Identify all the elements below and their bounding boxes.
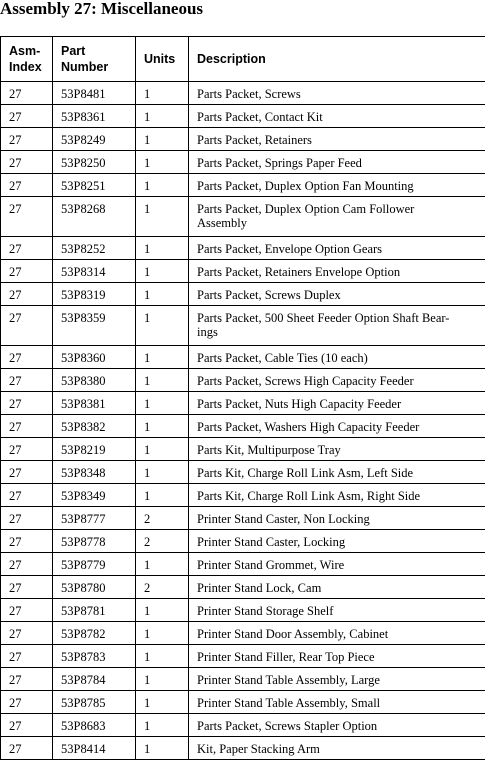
description-cell bbox=[189, 438, 485, 461]
description-text: Printer Stand Table Assembly, Large bbox=[197, 673, 380, 687]
asm-index-cell: 27 bbox=[1, 369, 53, 392]
part-number-cell: 53P8481 bbox=[53, 82, 136, 105]
description-cell bbox=[189, 197, 485, 237]
asm-index-cell: 27 bbox=[1, 484, 53, 507]
asm-index-cell: 27 bbox=[1, 346, 53, 369]
part-number-cell: 53P8781 bbox=[53, 599, 136, 622]
description-text: Printer Stand Lock, Cam bbox=[197, 581, 322, 595]
table-row bbox=[1, 576, 485, 599]
table-row bbox=[1, 622, 485, 645]
part-number-cell: 53P8783 bbox=[53, 645, 136, 668]
asm-index-cell: 27 bbox=[1, 105, 53, 128]
asm-index-cell: 27 bbox=[1, 691, 53, 714]
asm-index-cell: 27 bbox=[1, 714, 53, 737]
units-cell: 1 bbox=[136, 174, 189, 197]
units-cell: 2 bbox=[136, 507, 189, 530]
units-cell: 1 bbox=[136, 128, 189, 151]
asm-index-cell: 27 bbox=[1, 128, 53, 151]
description-text: Printer Stand Table Assembly, Small bbox=[197, 696, 381, 710]
column-header-description: Description bbox=[189, 37, 485, 82]
part-number-cell: 53P8250 bbox=[53, 151, 136, 174]
table-row bbox=[1, 484, 485, 507]
asm-index-cell: 27 bbox=[1, 461, 53, 484]
asm-index-cell: 27 bbox=[1, 737, 53, 760]
table-row bbox=[1, 237, 485, 260]
description-cell bbox=[189, 691, 485, 714]
table-row bbox=[1, 174, 485, 197]
asm-index-cell: 27 bbox=[1, 507, 53, 530]
part-number-cell: 53P8778 bbox=[53, 530, 136, 553]
description-cell bbox=[189, 128, 485, 151]
table-row bbox=[1, 645, 485, 668]
description-cell bbox=[189, 174, 485, 197]
units-cell: 1 bbox=[136, 260, 189, 283]
description-cell bbox=[189, 105, 485, 128]
asm-index-cell: 27 bbox=[1, 530, 53, 553]
part-number-cell: 53P8361 bbox=[53, 105, 136, 128]
column-header-part-number: Part Number bbox=[53, 37, 136, 82]
units-cell: 1 bbox=[136, 622, 189, 645]
units-cell: 1 bbox=[136, 151, 189, 174]
description-cell bbox=[189, 82, 485, 105]
description-text: Parts Packet, Retainers Envelope Option bbox=[197, 265, 401, 279]
asm-index-cell: 27 bbox=[1, 553, 53, 576]
description-text: Parts Packet, 500 Sheet Feeder Option Shaft Bear- bbox=[197, 311, 450, 325]
description-text-continued: Assembly bbox=[197, 216, 247, 230]
description-cell bbox=[189, 530, 485, 553]
column-header-units: Units bbox=[136, 37, 189, 82]
description-text-continued: ings bbox=[197, 325, 218, 339]
description-cell bbox=[189, 461, 485, 484]
description-text: Printer Stand Caster, Non Locking bbox=[197, 512, 370, 526]
description-text: Parts Kit, Multipurpose Tray bbox=[197, 443, 341, 457]
description-cell bbox=[189, 507, 485, 530]
description-cell bbox=[189, 151, 485, 174]
table-row bbox=[1, 369, 485, 392]
asm-index-cell: 27 bbox=[1, 645, 53, 668]
page-title: Assembly 27: Miscellaneous bbox=[0, 0, 204, 18]
units-cell: 1 bbox=[136, 283, 189, 306]
table-row bbox=[1, 128, 485, 151]
part-number-cell: 53P8348 bbox=[53, 461, 136, 484]
table-row bbox=[1, 530, 485, 553]
description-text: Parts Packet, Retainers bbox=[197, 133, 312, 147]
table-header bbox=[1, 37, 485, 82]
table-row bbox=[1, 737, 485, 760]
units-cell: 1 bbox=[136, 105, 189, 128]
description-text: Parts Packet, Cable Ties (10 each) bbox=[197, 351, 368, 365]
asm-index-cell: 27 bbox=[1, 392, 53, 415]
asm-index-cell: 27 bbox=[1, 260, 53, 283]
asm-index-cell: 27 bbox=[1, 599, 53, 622]
table-row bbox=[1, 392, 485, 415]
description-cell bbox=[189, 599, 485, 622]
units-cell: 1 bbox=[136, 553, 189, 576]
part-number-cell: 53P8780 bbox=[53, 576, 136, 599]
units-cell: 1 bbox=[136, 737, 189, 760]
units-cell: 1 bbox=[136, 369, 189, 392]
description-cell bbox=[189, 237, 485, 260]
description-text: Printer Stand Filler, Rear Top Piece bbox=[197, 650, 375, 664]
description-text: Printer Stand Storage Shelf bbox=[197, 604, 334, 618]
description-text: Parts Packet, Nuts High Capacity Feeder bbox=[197, 397, 402, 411]
units-cell: 1 bbox=[136, 668, 189, 691]
table-row bbox=[1, 105, 485, 128]
part-number-cell: 53P8380 bbox=[53, 369, 136, 392]
description-cell bbox=[189, 668, 485, 691]
part-number-cell: 53P8381 bbox=[53, 392, 136, 415]
part-number-cell: 53P8382 bbox=[53, 415, 136, 438]
asm-index-cell: 27 bbox=[1, 197, 53, 237]
description-text: Parts Packet, Contact Kit bbox=[197, 110, 323, 124]
part-number-cell: 53P8349 bbox=[53, 484, 136, 507]
part-number-cell: 53P8785 bbox=[53, 691, 136, 714]
table-row bbox=[1, 599, 485, 622]
description-cell bbox=[189, 484, 485, 507]
description-cell bbox=[189, 260, 485, 283]
units-cell: 1 bbox=[136, 645, 189, 668]
part-number-cell: 53P8268 bbox=[53, 197, 136, 237]
table-row bbox=[1, 714, 485, 737]
units-cell: 1 bbox=[136, 82, 189, 105]
asm-index-cell: 27 bbox=[1, 237, 53, 260]
asm-index-cell: 27 bbox=[1, 622, 53, 645]
header-row bbox=[1, 37, 485, 82]
table-row bbox=[1, 438, 485, 461]
description-text: Parts Kit, Charge Roll Link Asm, Right Side bbox=[197, 489, 421, 503]
description-text: Parts Packet, Screws Stapler Option bbox=[197, 719, 378, 733]
description-cell bbox=[189, 346, 485, 369]
description-cell bbox=[189, 714, 485, 737]
table-row bbox=[1, 507, 485, 530]
description-text: Printer Stand Caster, Locking bbox=[197, 535, 346, 549]
parts-table bbox=[0, 36, 485, 760]
asm-index-cell: 27 bbox=[1, 174, 53, 197]
units-cell: 1 bbox=[136, 346, 189, 369]
units-cell: 1 bbox=[136, 691, 189, 714]
description-text: Parts Packet, Springs Paper Feed bbox=[197, 156, 362, 170]
asm-index-cell: 27 bbox=[1, 306, 53, 346]
description-cell bbox=[189, 283, 485, 306]
units-cell: 1 bbox=[136, 237, 189, 260]
description-cell bbox=[189, 306, 485, 346]
asm-index-cell: 27 bbox=[1, 151, 53, 174]
units-cell: 1 bbox=[136, 415, 189, 438]
description-text: Parts Packet, Screws Duplex bbox=[197, 288, 341, 302]
table-row bbox=[1, 82, 485, 105]
units-cell: 1 bbox=[136, 484, 189, 507]
part-number-cell: 53P8314 bbox=[53, 260, 136, 283]
table-body bbox=[1, 82, 485, 760]
description-cell bbox=[189, 645, 485, 668]
units-cell: 2 bbox=[136, 530, 189, 553]
part-number-cell: 53P8359 bbox=[53, 306, 136, 346]
description-cell bbox=[189, 576, 485, 599]
table-row bbox=[1, 553, 485, 576]
units-cell: 1 bbox=[136, 197, 189, 237]
units-cell: 1 bbox=[136, 306, 189, 346]
part-number-cell: 53P8683 bbox=[53, 714, 136, 737]
table-row bbox=[1, 197, 485, 237]
table-row bbox=[1, 260, 485, 283]
description-text: Kit, Paper Stacking Arm bbox=[197, 742, 320, 756]
description-text: Parts Packet, Envelope Option Gears bbox=[197, 242, 383, 256]
table-row bbox=[1, 151, 485, 174]
units-cell: 1 bbox=[136, 714, 189, 737]
asm-index-cell: 27 bbox=[1, 82, 53, 105]
description-cell bbox=[189, 415, 485, 438]
table-row bbox=[1, 415, 485, 438]
description-text: Parts Packet, Screws bbox=[197, 87, 301, 101]
description-cell bbox=[189, 622, 485, 645]
table-row bbox=[1, 668, 485, 691]
part-number-cell: 53P8779 bbox=[53, 553, 136, 576]
units-cell: 1 bbox=[136, 461, 189, 484]
table-row bbox=[1, 283, 485, 306]
part-number-cell: 53P8252 bbox=[53, 237, 136, 260]
units-cell: 2 bbox=[136, 576, 189, 599]
table-row bbox=[1, 461, 485, 484]
description-text: Parts Packet, Washers High Capacity Feeder bbox=[197, 420, 420, 434]
part-number-cell: 53P8784 bbox=[53, 668, 136, 691]
asm-index-cell: 27 bbox=[1, 415, 53, 438]
table-row bbox=[1, 346, 485, 369]
description-cell bbox=[189, 737, 485, 760]
units-cell: 1 bbox=[136, 438, 189, 461]
part-number-cell: 53P8414 bbox=[53, 737, 136, 760]
part-number-cell: 53P8251 bbox=[53, 174, 136, 197]
part-number-cell: 53P8249 bbox=[53, 128, 136, 151]
description-cell bbox=[189, 553, 485, 576]
part-number-cell: 53P8219 bbox=[53, 438, 136, 461]
table-row bbox=[1, 306, 485, 346]
part-number-cell: 53P8319 bbox=[53, 283, 136, 306]
asm-index-cell: 27 bbox=[1, 438, 53, 461]
units-cell: 1 bbox=[136, 599, 189, 622]
units-cell: 1 bbox=[136, 392, 189, 415]
description-cell bbox=[189, 369, 485, 392]
table-row bbox=[1, 691, 485, 714]
description-text: Printer Stand Door Assembly, Cabinet bbox=[197, 627, 389, 641]
asm-index-cell: 27 bbox=[1, 283, 53, 306]
description-text: Parts Kit, Charge Roll Link Asm, Left Side bbox=[197, 466, 414, 480]
description-cell bbox=[189, 392, 485, 415]
part-number-cell: 53P8360 bbox=[53, 346, 136, 369]
description-text: Printer Stand Grommet, Wire bbox=[197, 558, 345, 572]
description-text: Parts Packet, Duplex Option Fan Mounting bbox=[197, 179, 414, 193]
description-text: Parts Packet, Screws High Capacity Feeder bbox=[197, 374, 414, 388]
part-number-cell: 53P8782 bbox=[53, 622, 136, 645]
asm-index-cell: 27 bbox=[1, 668, 53, 691]
part-number-cell: 53P8777 bbox=[53, 507, 136, 530]
description-text: Parts Packet, Duplex Option Cam Follower bbox=[197, 202, 415, 216]
asm-index-cell: 27 bbox=[1, 576, 53, 599]
column-header-asm-index: Asm- Index bbox=[1, 37, 53, 82]
